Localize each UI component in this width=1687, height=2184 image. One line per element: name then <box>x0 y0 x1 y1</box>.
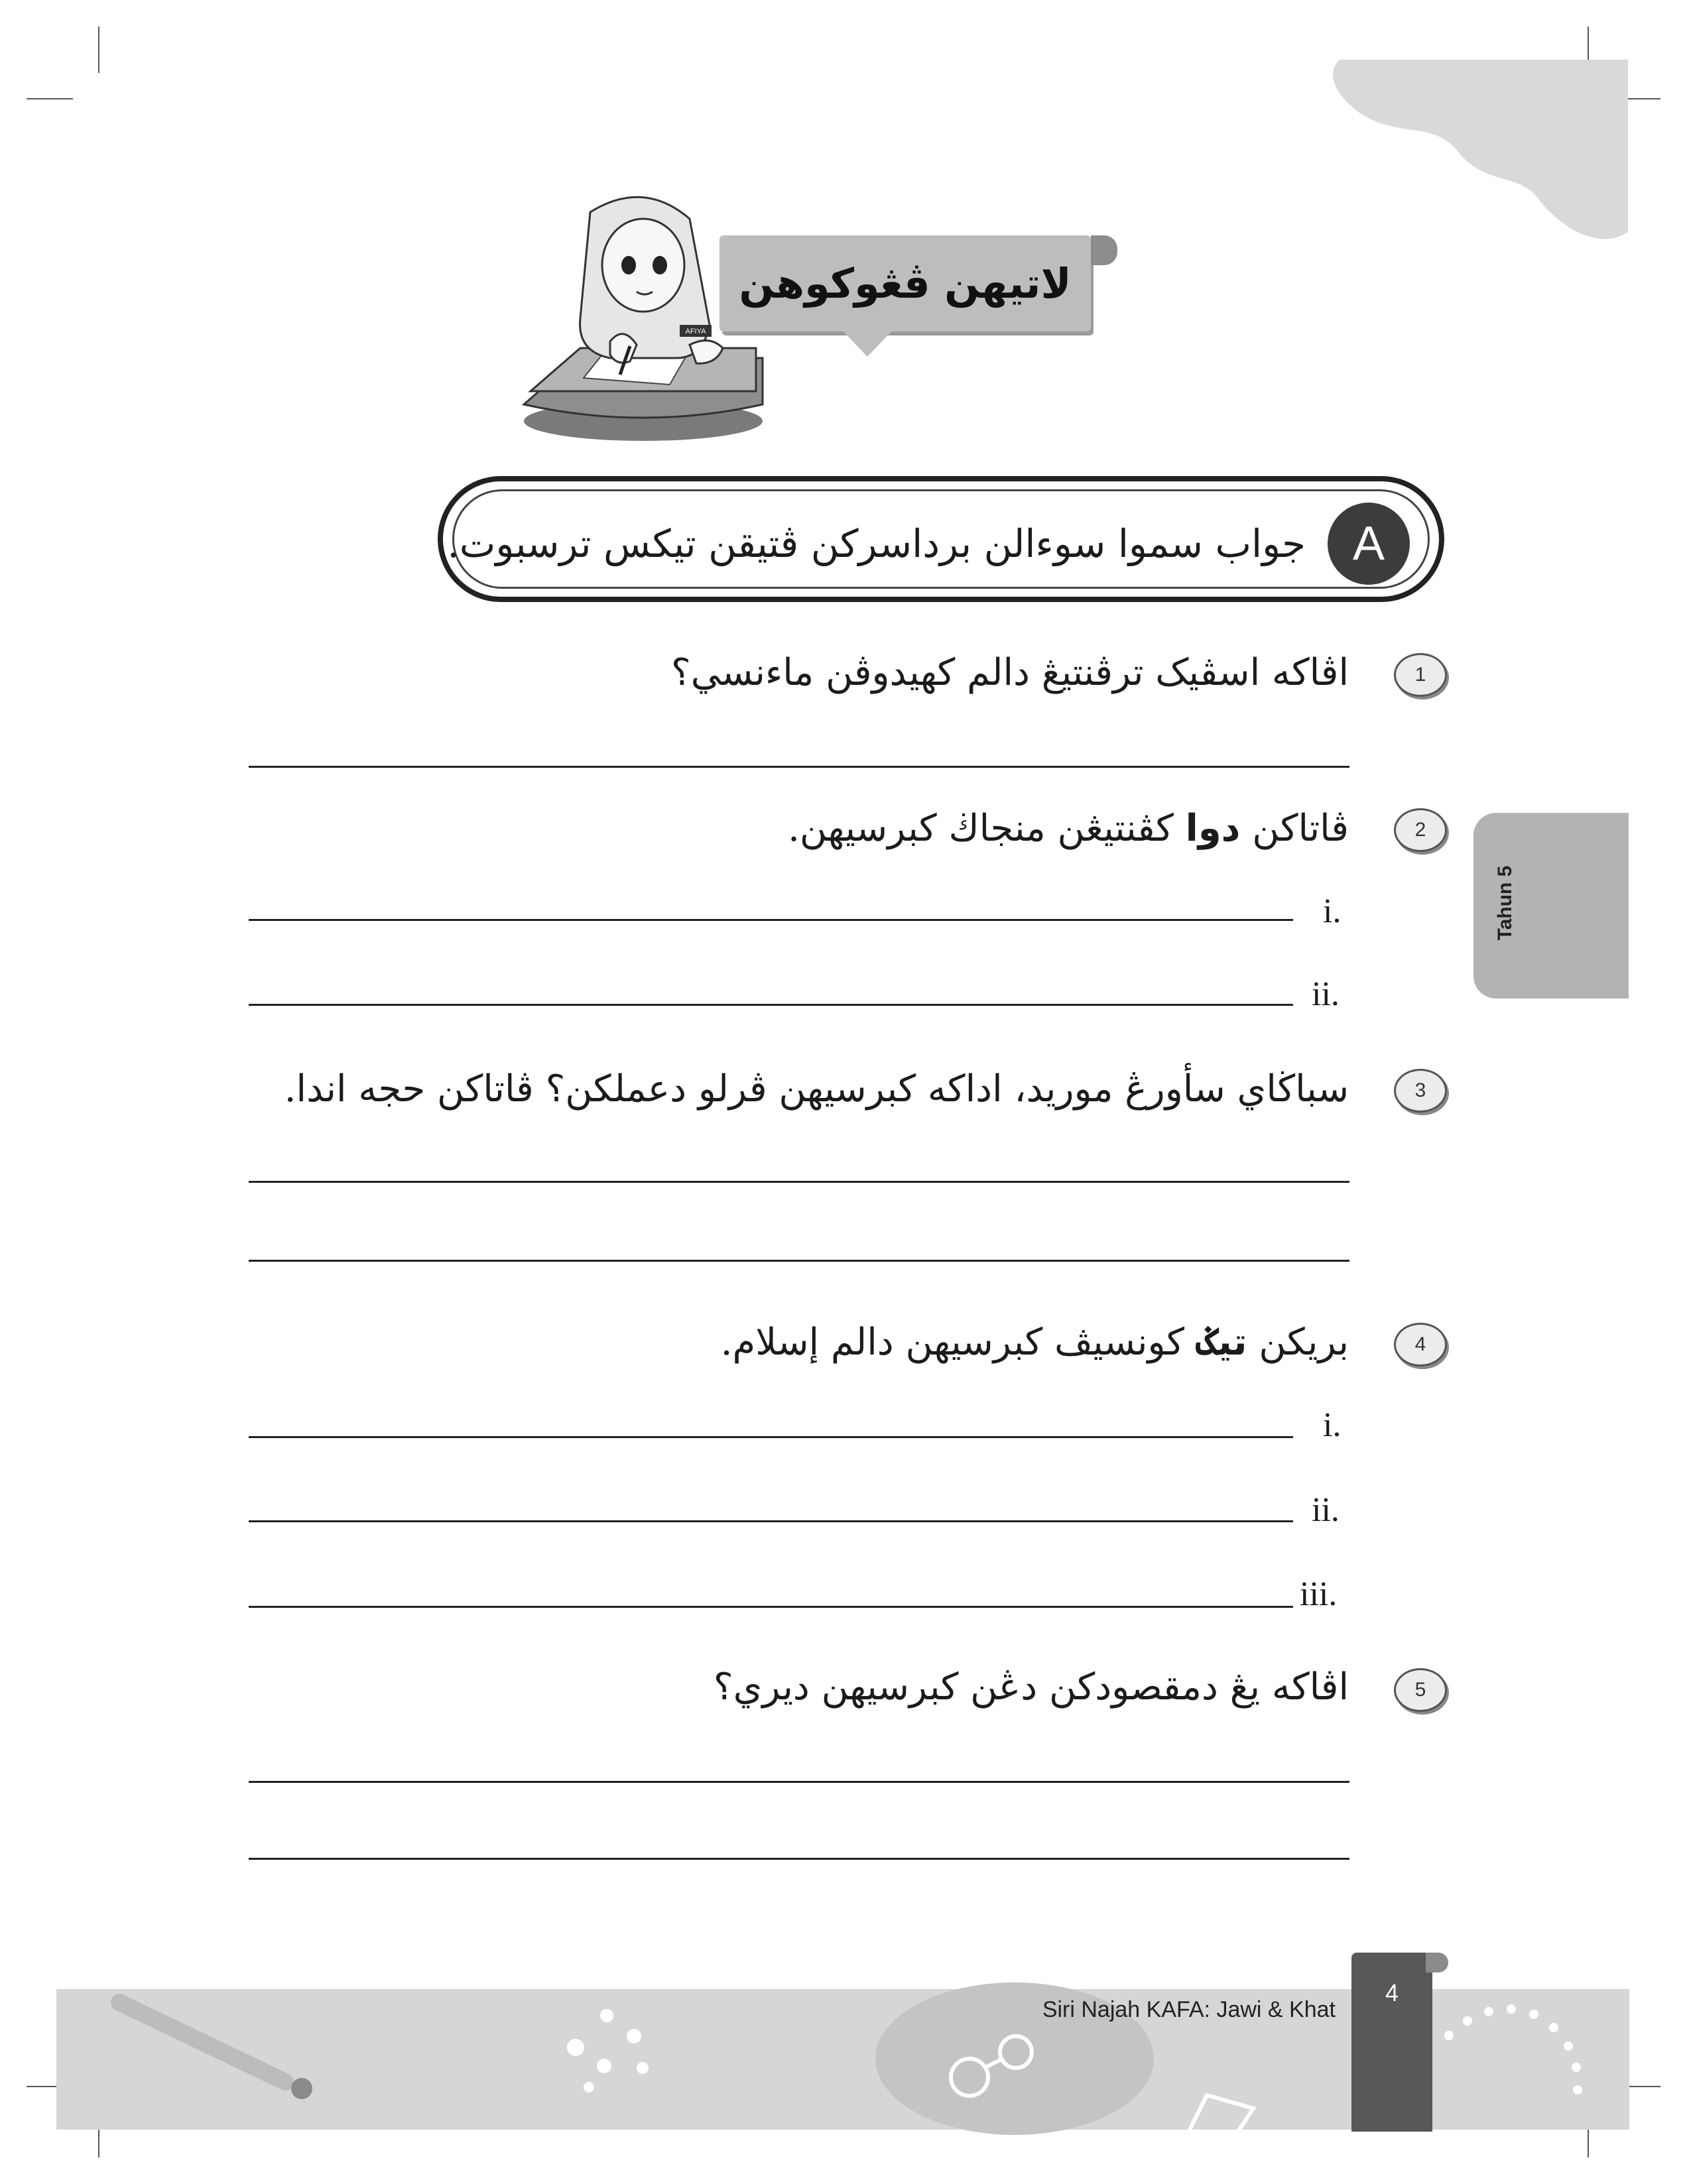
footer-shape-decor <box>1180 2089 1260 2142</box>
instruction-text: جواب سموا سوءالن برداسرکن ڤتيقن تيکس ترسبوت. <box>447 521 1306 566</box>
footer-dot <box>584 2082 594 2093</box>
footer-dot <box>597 2059 611 2073</box>
question-number: 5 <box>1394 1668 1447 1712</box>
answer-line[interactable] <box>249 1520 1293 1522</box>
question-1-text: اڤاكه اسڤيک ترڤنتيڠ دالم كهيدوڤن ماءنسي؟ <box>670 651 1349 694</box>
question-number: 2 <box>1394 808 1447 852</box>
answer-line[interactable] <box>249 1260 1349 1262</box>
footer-dot <box>637 2062 649 2074</box>
section-badge: A <box>1328 503 1410 585</box>
answer-line[interactable] <box>249 1606 1293 1608</box>
footer-dot <box>600 2009 613 2022</box>
question-4-text: بريكن تيݢ كونسيڤ كبرسيهن دالم إسلام. <box>720 1321 1349 1364</box>
answer-item-label: i. <box>1323 892 1342 930</box>
page-tab-curl <box>1426 1953 1448 1972</box>
answer-item-label: ii. <box>1312 975 1340 1013</box>
answer-line[interactable] <box>249 1858 1349 1860</box>
answer-line[interactable] <box>249 1436 1293 1438</box>
answer-item-label: ii. <box>1312 1491 1340 1529</box>
banner-tail <box>842 330 893 357</box>
footer-dot <box>627 2029 641 2043</box>
footer-rings-decor <box>942 2032 1048 2105</box>
answer-line[interactable] <box>249 1181 1349 1183</box>
answer-line[interactable] <box>249 1781 1349 1783</box>
question-2-text: ڤاتاکن دوا كڤنتيڠن منجاڬ كبرسيهن. <box>788 807 1349 850</box>
answer-line[interactable] <box>249 1004 1293 1006</box>
crop-mark <box>98 27 99 73</box>
question-number: 3 <box>1394 1069 1447 1113</box>
answer-line[interactable] <box>249 766 1349 768</box>
answer-item-label: i. <box>1323 1406 1342 1444</box>
student-name-tag: AFIYA <box>685 328 706 335</box>
question-3-text: سباڬاي سأورڠ موريد، اداكه كبرسيهن ڤرلو دعملكن؟ ڤاتاکن حجه اندا. <box>284 1067 1349 1111</box>
banner-curl <box>1091 235 1117 265</box>
footer-dots-arc <box>1436 1996 1595 2128</box>
footer-stroke-decor <box>106 1982 325 2102</box>
page-number: 4 <box>1385 1979 1399 2006</box>
footer-dot <box>567 2039 584 2056</box>
footer-title: Siri Najah KAFA: Jawi & Khat <box>1042 1997 1336 2022</box>
decorative-blob <box>1320 53 1631 252</box>
side-tab-label: Tahun 5 <box>1494 865 1516 941</box>
page-title: لاتيهن ڤڠوكوهن <box>739 259 1072 308</box>
question-5-text: اڤاكه يڠ دمقصودكن دڠن كبرسيهن ديري؟ <box>713 1666 1349 1709</box>
crop-mark <box>27 98 73 99</box>
question-number: 1 <box>1394 653 1447 697</box>
answer-item-label: iii. <box>1300 1575 1338 1613</box>
question-number: 4 <box>1394 1323 1447 1366</box>
answer-line[interactable] <box>249 919 1293 921</box>
